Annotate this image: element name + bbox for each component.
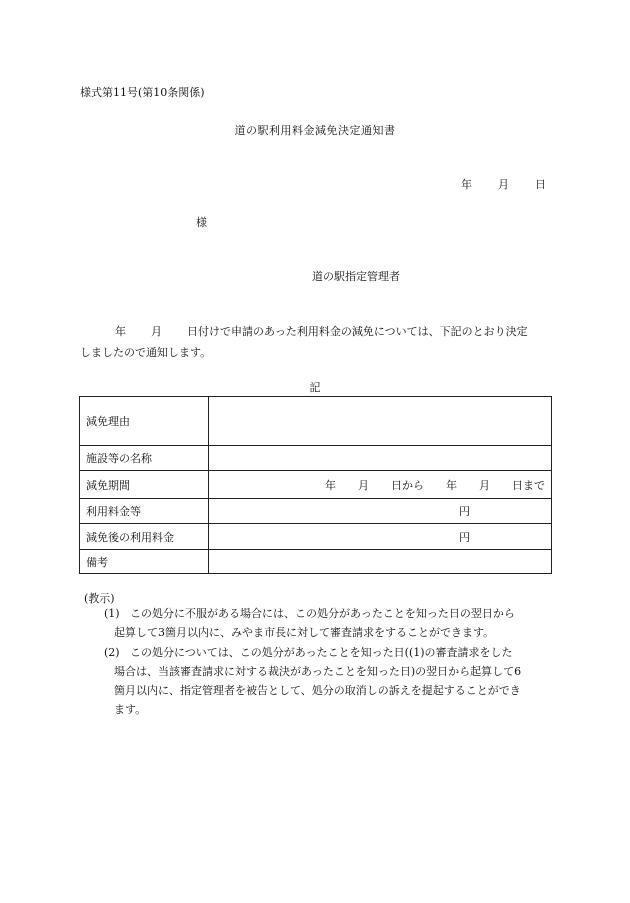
row-value-fee: 円 [209, 499, 552, 524]
document-title: 道の駅利用料金減免決定通知書 [234, 124, 396, 137]
table-row [80, 524, 552, 550]
row-label-fee: 利用料金等 [80, 499, 209, 524]
issuer-name: 道の駅指定管理者 [312, 270, 400, 283]
table-row [80, 471, 552, 499]
instructions-heading: (教示) [84, 592, 115, 605]
table-row [80, 550, 552, 574]
body-text-line2: しましたので通知します。 [80, 346, 212, 359]
body-year: 年 [115, 325, 126, 338]
period-start-year: 年 [325, 478, 336, 492]
date-year: 年 [461, 178, 472, 191]
period-end-year: 年 [446, 478, 457, 492]
row-value-remarks [209, 550, 552, 574]
instruction-line: この処分については、この処分があったことを知った日((1)の審査請求をした [130, 646, 513, 659]
instruction-line: ます。 [114, 703, 147, 716]
date-line [461, 176, 546, 192]
table-row [80, 499, 552, 524]
row-value-period [209, 471, 552, 499]
body-text-line1: 日付けで申請のあった利用料金の減免については、下記のとおり決定 [187, 325, 528, 338]
period-end-day: 日まで [512, 478, 545, 492]
instruction-item [104, 643, 554, 719]
row-label-facility: 施設等の名称 [80, 446, 209, 471]
table-row [80, 397, 552, 446]
instruction-line: 箇月以内に、指定管理者を被告として、処分の取消しの訴えを提起することができ [114, 684, 521, 697]
row-value-reason [209, 397, 552, 446]
instruction-line: この処分に不服がある場合には、この処分があったことを知った日の翌日から [130, 607, 515, 620]
date-day: 日 [535, 178, 546, 191]
instruction-number: (2) [104, 646, 120, 659]
row-label-period: 減免期間 [80, 471, 209, 499]
instruction-number: (1) [104, 607, 120, 620]
body-month: 月 [151, 325, 162, 338]
row-label-remarks: 備考 [80, 550, 209, 574]
date-month: 月 [498, 178, 509, 191]
period-start-month: 月 [358, 478, 369, 492]
row-value-facility [209, 446, 552, 471]
ki-heading: 記 [309, 381, 321, 394]
row-value-reduced-fee: 円 [209, 524, 552, 550]
instruction-item [104, 604, 554, 642]
detail-table [79, 396, 552, 574]
instruction-line: 場合は、当該審査請求に対する裁決があったことを知った日)の翌日から起算して6 [114, 665, 522, 678]
table-row [80, 446, 552, 471]
row-label-reason: 減免理由 [80, 397, 209, 446]
instruction-line: 起算して3箇月以内に、みやま市長に対して審査請求をすることができます。 [114, 626, 495, 639]
period-end-month: 月 [479, 478, 490, 492]
form-id: 様式第11号(第10条関係) [80, 86, 205, 99]
row-label-reduced-fee: 減免後の利用料金 [80, 524, 209, 550]
body-text [80, 321, 550, 363]
period-start-day: 日から [391, 478, 424, 492]
recipient-honorific: 様 [196, 216, 207, 229]
